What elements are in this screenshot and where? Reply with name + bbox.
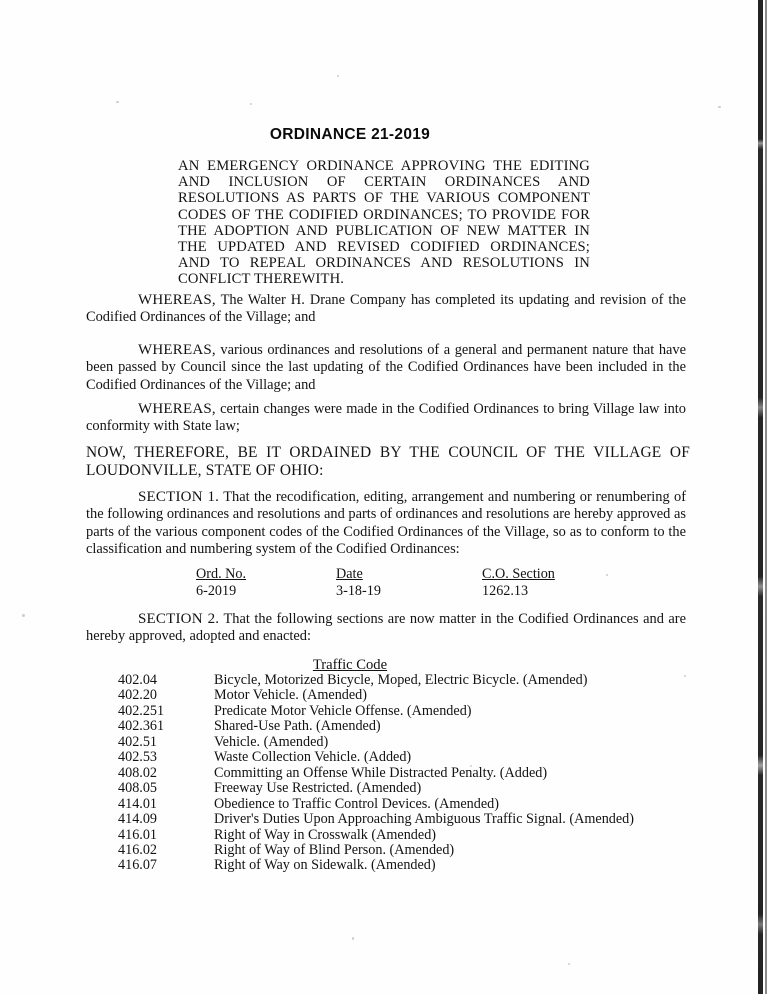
section-1-label: SECTION 1. [138, 489, 220, 505]
code-section-description: Bicycle, Motorized Bicycle, Moped, Electric Bicycle. (Amended) [214, 672, 588, 688]
code-section-description: Predicate Motor Vehicle Offense. (Amended) [214, 702, 472, 719]
code-section-row [118, 673, 688, 688]
code-section-description: Vehicle. (Amended) [214, 733, 329, 750]
code-section-description: Driver's Duties Upon Approaching Ambiguous Traffic Signal. (Amended) [214, 811, 634, 828]
code-section-number: 414.09 [118, 811, 158, 828]
section-2-text: That the following sections are now matter in the Codified Ordinances and are hereby approved, adopted and enacted: [86, 611, 686, 645]
scan-speck [718, 106, 721, 108]
ordinance-preamble: AN EMERGENCY ORDINANCE APPROVING THE EDITING AND INCLUSION OF CERTAIN ORDINANCES AND RESOLUTIONS AS PARTS OF THE VARIOUS COMPONENT CODES OF THE CODIFIED ORDINANCES; TO PROVIDE FOR THE ADOPTION AND PUBLICATION OF NEW MATTER IN THE UPDATED AND REVISED CODIFIED ORDINANCES; AND TO REPEAL ORDINANCES AND RESOLUTIONS IN CONFLICT THEREWITH. [178, 158, 590, 288]
cell-co-section: 1262.13 [482, 582, 529, 599]
whereas-text-2: various ordinances and resolutions of a general and permanent nature that have been passed by Council since the last updating of the Codified Ordinances have been included in the Codified Ordinances of the Village; and [86, 342, 686, 393]
code-section-description: Right of Way of Blind Person. (Amended) [214, 841, 455, 858]
code-section-number: 402.251 [118, 702, 165, 719]
code-section-number: 402.04 [118, 672, 158, 688]
column-header-co-section: C.O. Section [482, 566, 555, 582]
code-section-number: 402.361 [118, 718, 165, 735]
whereas-clause-1 [86, 292, 686, 327]
code-section-number: 408.02 [118, 764, 158, 781]
whereas-clause-2 [86, 342, 686, 394]
whereas-text-1: The Walter H. Drane Company has completed its updating and revision of the Codified Ordinances of the Village; and [86, 292, 686, 326]
code-section-row [118, 843, 688, 858]
code-section-number: 416.07 [118, 857, 158, 874]
cell-ord-no: 6-2019 [196, 582, 237, 599]
cell-date: 3-18-19 [336, 582, 381, 599]
column-header-date: Date [336, 566, 363, 582]
section-2-label: SECTION 2. [138, 611, 220, 627]
code-section-description: Obedience to Traffic Control Devices. (Amended) [214, 795, 499, 812]
ordinance-table-head [196, 566, 616, 583]
code-section-description: Freeway Use Restricted. (Amended) [214, 780, 422, 797]
code-section-number: 402.53 [118, 749, 158, 766]
ordinance-table-body [196, 583, 616, 600]
code-section-number: 402.20 [118, 687, 158, 704]
code-section-row [118, 858, 688, 873]
table-row [196, 583, 616, 600]
scan-edge-artifact [758, 0, 763, 994]
code-section-number: 414.01 [118, 795, 158, 812]
enacting-clause: NOW, THEREFORE, BE IT ORDAINED BY THE COUNCIL OF THE VILLAGE OF LOUDONVILLE, STATE OF OHIO: [86, 444, 690, 479]
code-section-description: Motor Vehicle. (Amended) [214, 687, 367, 704]
table-header-row [196, 566, 616, 583]
code-section-row [118, 781, 688, 796]
ordinance-reference-table [196, 566, 616, 599]
section-2-paragraph [86, 611, 686, 646]
section-1-text: That the recodification, editing, arrangement and numbering or renumbering of the following ordinances and resolutions and parts of ordinances and resolutions are hereby approved as parts of the various component codes of the Codified Ordinances of the Village, so as to conform to the classification and numbering system of the Codified Ordinances: [86, 489, 687, 558]
code-section-number: 416.01 [118, 826, 158, 843]
code-section-number: 416.02 [118, 841, 158, 858]
code-section-row [118, 812, 688, 827]
code-section-number: 408.05 [118, 780, 158, 797]
column-header-ord-no: Ord. No. [196, 566, 247, 582]
code-section-number: 402.51 [118, 733, 158, 750]
code-section-description: Committing an Offense While Distracted Penalty. (Added) [214, 764, 548, 781]
code-section-row [118, 766, 688, 781]
traffic-code-heading-label: Traffic Code [312, 657, 388, 673]
section-1-paragraph [86, 489, 686, 559]
page-title: ORDINANCE 21-2019 [269, 126, 431, 143]
code-section-description: Shared-Use Path. (Amended) [214, 718, 381, 735]
code-section-row [118, 750, 688, 765]
code-section-row [118, 797, 688, 812]
whereas-clause-3 [86, 401, 686, 436]
code-section-row [118, 828, 688, 843]
code-section-row [118, 704, 688, 719]
whereas-lead-3: WHEREAS, [138, 401, 216, 417]
code-section-description: Waste Collection Vehicle. (Added) [214, 749, 412, 766]
whereas-text-3: certain changes were made in the Codified Ordinances to bring Village law into conformity with State law; [86, 401, 686, 435]
code-section-row [118, 688, 688, 703]
scan-edge-artifact-inner [765, 0, 767, 994]
whereas-lead-1: WHEREAS, [138, 292, 216, 308]
code-section-description: Right of Way on Sidewalk. (Amended) [214, 857, 436, 874]
whereas-lead-2: WHEREAS, [138, 342, 216, 358]
code-section-list [118, 673, 688, 874]
code-section-description: Right of Way in Crosswalk (Amended) [214, 826, 437, 843]
code-section-row [118, 719, 688, 734]
code-section-row [118, 735, 688, 750]
